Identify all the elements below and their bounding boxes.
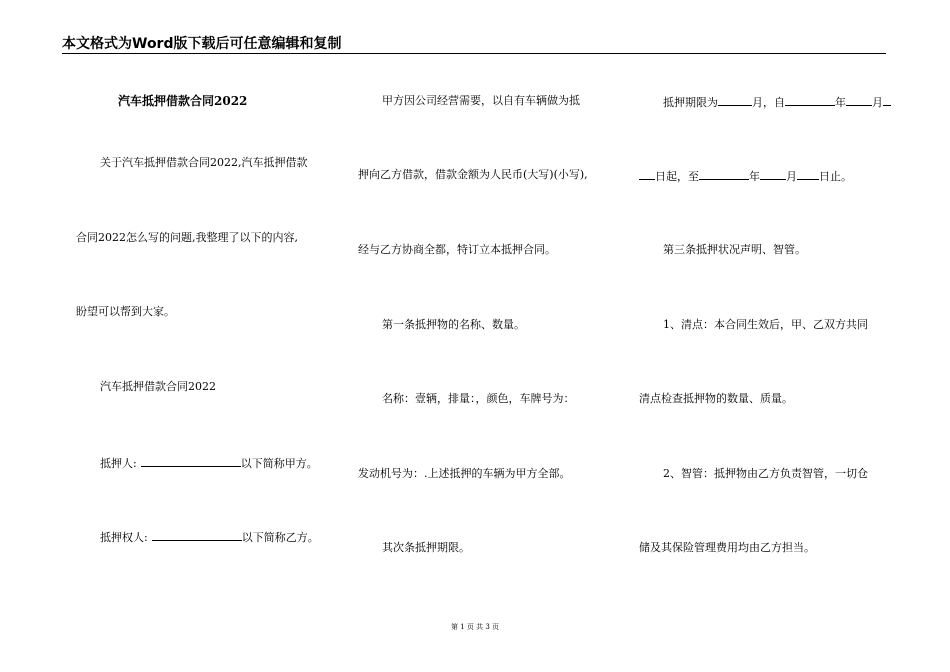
end-year-unit: 年: [749, 170, 760, 183]
end-month-unit: 月: [786, 170, 797, 183]
col2-line-2: 押向乙方借款，借款金额为人民币(大写)(小写),: [358, 168, 588, 181]
mortgagor-blank: [141, 455, 241, 467]
end-year-blank: [699, 168, 749, 180]
article-2-heading: 其次条抵押期限。: [382, 541, 470, 554]
col2-line-3: 经与乙方协商全都，特订立本抵押合同。: [358, 243, 556, 256]
start-day-blank-cont: [639, 168, 655, 180]
end-day-blank: [797, 168, 819, 180]
article-3-heading: 第三条抵押状况声明、智管。: [663, 243, 806, 256]
mortgagee-blank: [152, 529, 242, 541]
col3-line-6: 2、智管：抵押物由乙方负责智管，一切仓: [663, 467, 868, 480]
end-month-blank: [760, 168, 786, 180]
col2-line-5: 名称：壹辆，排量：，颜色，车牌号为：: [382, 392, 575, 405]
contract-subtitle: 汽车抵押借款合同2022: [100, 380, 216, 393]
start-year-unit: 年: [835, 96, 846, 109]
intro-line-1: 关于汽车抵押借款合同2022,汽车抵押借款: [100, 156, 308, 169]
start-month-unit: 月: [872, 96, 883, 109]
start-day-blank: [883, 94, 891, 106]
mortgagor-line: [100, 455, 318, 471]
mortgagee-suffix: 以下简称乙方。: [241, 531, 319, 544]
col2-line-6: 发动机号为：.上述抵押的车辆为甲方全部。: [358, 467, 571, 480]
col3-line-5: 清点检查抵押物的数量、质量。: [639, 392, 793, 405]
start-year-blank: [785, 94, 835, 106]
document-header: 本文格式为Word版下载后可任意编辑和复制: [62, 36, 342, 52]
end-day-unit: 日止。: [819, 170, 852, 183]
term-from-label: 月，自: [752, 96, 785, 109]
term-line-1: [663, 94, 891, 110]
page-number: 第 1 页 共 3 页: [450, 623, 500, 631]
mortgagor-label: 抵押人:: [100, 457, 137, 470]
col3-line-7: 储及其保险管理费用均由乙方担当。: [639, 541, 815, 554]
header-divider: [62, 53, 886, 54]
term-months-blank: [718, 94, 752, 106]
intro-line-2: 合同2022怎么写的问题,我整理了以下的内容,: [76, 231, 298, 244]
term-to-label: 日起，至: [655, 170, 699, 183]
term-label: 抵押期限为: [663, 96, 718, 109]
article-1-heading: 第一条抵押物的名称、数量。: [382, 318, 525, 331]
col2-line-1: 甲方因公司经营需要，以自有车辆做为抵: [382, 94, 580, 107]
intro-line-3: 盼望可以帮到大家。: [76, 305, 175, 318]
mortgagee-label: 抵押权人:: [100, 531, 148, 544]
mortgagor-suffix: 以下简称甲方。: [240, 457, 318, 470]
col3-line-4: 1、清点：本合同生效后，甲、乙双方共同: [663, 318, 868, 331]
contract-title: 汽车抵押借款合同2022: [118, 94, 248, 108]
mortgagee-line: [100, 529, 319, 545]
term-line-2: [639, 168, 852, 184]
start-month-blank: [846, 94, 872, 106]
